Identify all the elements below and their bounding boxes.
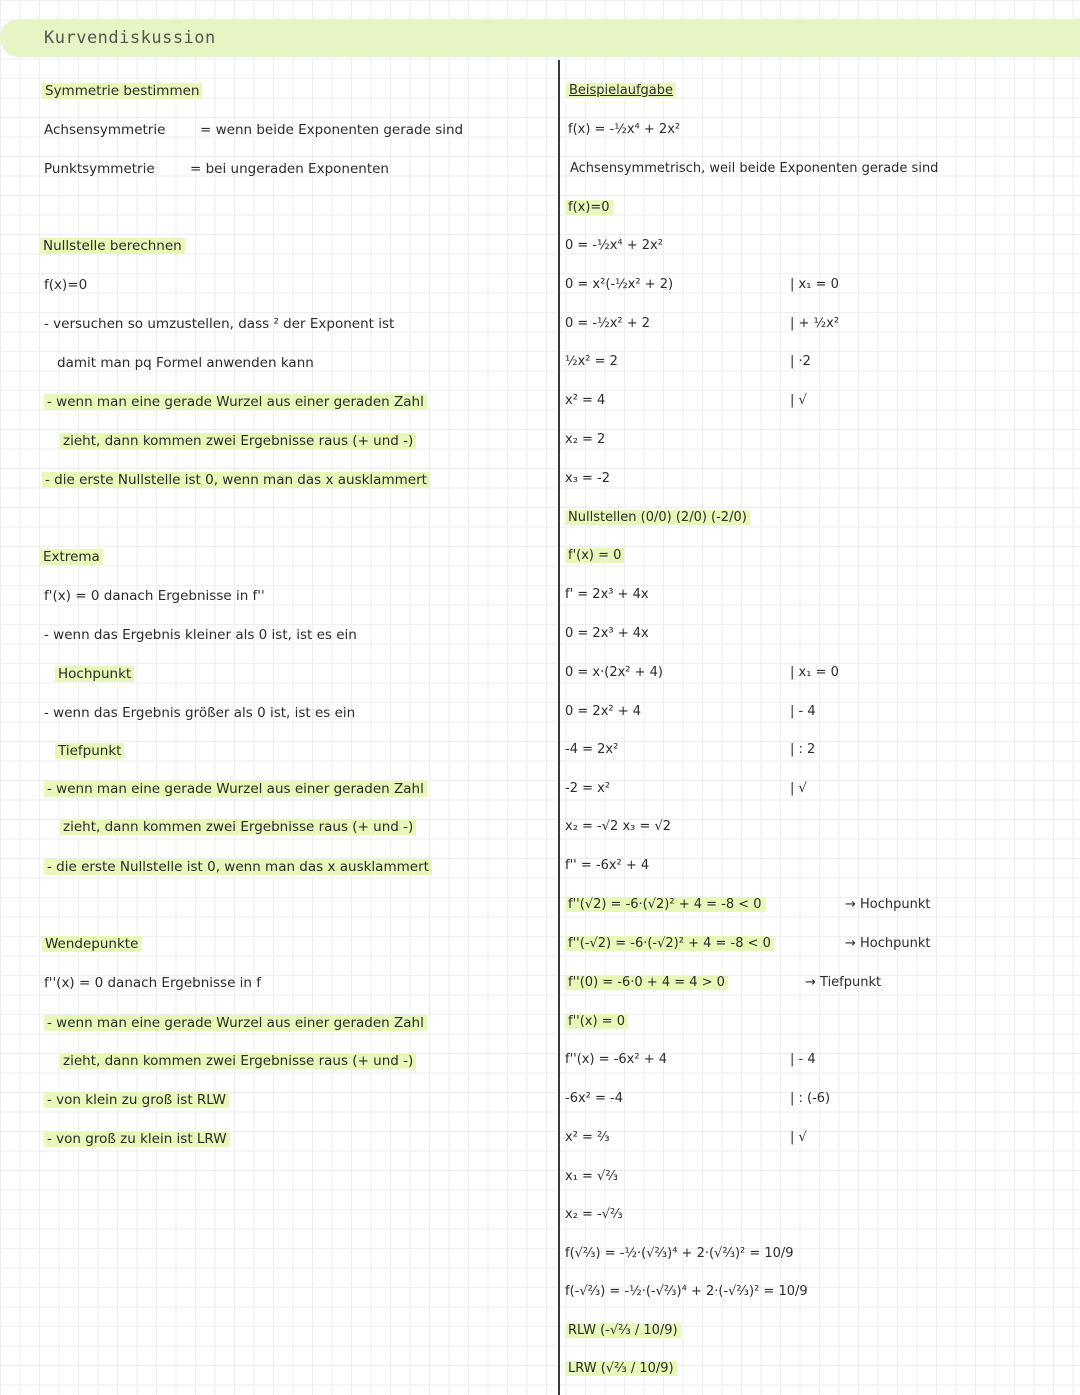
wende-step: f(-√⅔) = -½·(-√⅔)⁴ + 2·(-√⅔)² = 10/9 bbox=[565, 1284, 808, 1299]
wendepunkte-line: zieht, dann kommen zwei Ergebnisse raus (+ und -) bbox=[60, 1052, 416, 1070]
wende-step: f''(x) = -6x² + 4 bbox=[565, 1052, 668, 1067]
wende-heading: f''(x) = 0 bbox=[565, 1013, 628, 1031]
extrema-line: - wenn man eine gerade Wurzel aus einer geraden Zahl bbox=[44, 780, 427, 798]
ext-step: -4 = 2x² bbox=[565, 742, 619, 757]
ext-step: f' = 2x³ + 4x bbox=[565, 587, 649, 602]
ext-heading: f'(x) = 0 bbox=[565, 547, 624, 565]
extrema-line: - wenn das Ergebnis kleiner als 0 ist, ist es ein bbox=[44, 627, 357, 643]
wende-step: x² = ⅔ bbox=[565, 1130, 610, 1145]
ext-step: f''(0) = -6·0 + 4 = 4 > 0 bbox=[565, 974, 728, 992]
null-note: | √ bbox=[790, 393, 807, 408]
null-note: | + ½x² bbox=[790, 316, 840, 331]
null-step: ½x² = 2 bbox=[565, 354, 618, 369]
beispiel-heading: Beispielaufgabe bbox=[566, 82, 676, 100]
extrema-line: - wenn das Ergebnis größer als 0 ist, ist es ein bbox=[44, 705, 356, 721]
nullstelle-line: - die erste Nullstelle ist 0, wenn man das x ausklammert bbox=[42, 471, 430, 489]
nullstelle-formula: f(x)=0 bbox=[44, 277, 88, 293]
ext-step: f'' = -6x² + 4 bbox=[565, 858, 650, 873]
extrema-line: zieht, dann kommen zwei Ergebnisse raus (+ und -) bbox=[60, 818, 416, 836]
punktsymmetrie-text: = bei ungeraden Exponenten bbox=[190, 161, 389, 177]
ext-step: x₂ = -√2 x₃ = √2 bbox=[565, 819, 672, 834]
extrema-heading: Extrema bbox=[40, 548, 103, 566]
wende-step: x₁ = √⅔ bbox=[565, 1169, 618, 1184]
ext-step: 0 = 2x³ + 4x bbox=[565, 626, 649, 641]
null-heading: f(x)=0 bbox=[565, 199, 613, 217]
lrw-result: LRW (√⅔ / 10/9) bbox=[565, 1360, 677, 1378]
nullstelle-line: zieht, dann kommen zwei Ergebnisse raus (+ und -) bbox=[60, 432, 416, 450]
punktsymmetrie-label: Punktsymmetrie bbox=[44, 161, 155, 177]
null-step: x² = 4 bbox=[565, 393, 606, 408]
column-divider bbox=[558, 60, 560, 1395]
beispiel-function: f(x) = -½x⁴ + 2x² bbox=[568, 122, 681, 137]
wendepunkte-formula: f''(x) = 0 danach Ergebnisse in f bbox=[44, 975, 262, 991]
wendepunkte-line: - von klein zu groß ist RLW bbox=[44, 1091, 229, 1109]
wendepunkte-line: - von groß zu klein ist LRW bbox=[44, 1130, 230, 1148]
ext-result: → Tiefpunkt bbox=[805, 975, 882, 990]
ext-result: → Hochpunkt bbox=[845, 936, 931, 951]
nullstellen-result: Nullstellen (0/0) (2/0) (-2/0) bbox=[565, 509, 750, 527]
null-step: 0 = x²(-½x² + 2) bbox=[565, 277, 674, 292]
null-step: 0 = -½x⁴ + 2x² bbox=[565, 238, 663, 253]
symmetrie-heading: Symmetrie bestimmen bbox=[42, 82, 202, 100]
extrema-formula: f'(x) = 0 danach Ergebnisse in f'' bbox=[44, 588, 265, 604]
ext-step: f''(-√2) = -6·(-√2)² + 4 = -8 < 0 bbox=[565, 935, 774, 953]
ext-note: | √ bbox=[790, 781, 807, 796]
extrema-line: - die erste Nullstelle ist 0, wenn man das x ausklammert bbox=[44, 858, 432, 876]
null-step: x₃ = -2 bbox=[565, 471, 611, 486]
achsensymmetrie-label: Achsensymmetrie bbox=[44, 122, 166, 138]
ext-step: 0 = x·(2x² + 4) bbox=[565, 665, 664, 680]
extrema-line: Hochpunkt bbox=[55, 665, 134, 683]
null-step: x₂ = 2 bbox=[565, 432, 606, 447]
ext-step: -2 = x² bbox=[565, 781, 611, 796]
wende-step: f(√⅔) = -½·(√⅔)⁴ + 2·(√⅔)² = 10/9 bbox=[565, 1246, 794, 1261]
beispiel-symmetry-note: Achsensymmetrisch, weil beide Exponenten gerade sind bbox=[570, 161, 939, 176]
achsensymmetrie-text: = wenn beide Exponenten gerade sind bbox=[200, 122, 464, 138]
ext-result: → Hochpunkt bbox=[845, 897, 931, 912]
wende-step: -6x² = -4 bbox=[565, 1091, 623, 1106]
wendepunkte-line: - wenn man eine gerade Wurzel aus einer geraden Zahl bbox=[44, 1014, 427, 1032]
wendepunkte-heading: Wendepunkte bbox=[42, 935, 141, 953]
ext-note: | : 2 bbox=[790, 742, 816, 757]
wende-step: x₂ = -√⅔ bbox=[565, 1207, 623, 1222]
wende-note: | - 4 bbox=[790, 1052, 816, 1067]
wende-note: | √ bbox=[790, 1130, 807, 1145]
nullstelle-line: - versuchen so umzustellen, dass ² der Exponent ist bbox=[44, 316, 395, 332]
extrema-line: Tiefpunkt bbox=[55, 742, 124, 760]
wende-note: | : (-6) bbox=[790, 1091, 831, 1106]
ext-note: | - 4 bbox=[790, 704, 816, 719]
nullstelle-heading: Nullstelle berechnen bbox=[40, 237, 185, 255]
ext-step: f''(√2) = -6·(√2)² + 4 = -8 < 0 bbox=[565, 896, 765, 914]
ext-note: | x₁ = 0 bbox=[790, 665, 839, 680]
null-step: 0 = -½x² + 2 bbox=[565, 316, 651, 331]
null-note: | ·2 bbox=[790, 354, 811, 369]
page-title: Kurvendiskussion bbox=[44, 28, 216, 48]
ext-step: 0 = 2x² + 4 bbox=[565, 704, 642, 719]
rlw-result: RLW (-√⅔ / 10/9) bbox=[565, 1322, 681, 1340]
nullstelle-line: - wenn man eine gerade Wurzel aus einer geraden Zahl bbox=[44, 393, 427, 411]
nullstelle-line: damit man pq Formel anwenden kann bbox=[57, 355, 314, 371]
null-note: | x₁ = 0 bbox=[790, 277, 839, 292]
